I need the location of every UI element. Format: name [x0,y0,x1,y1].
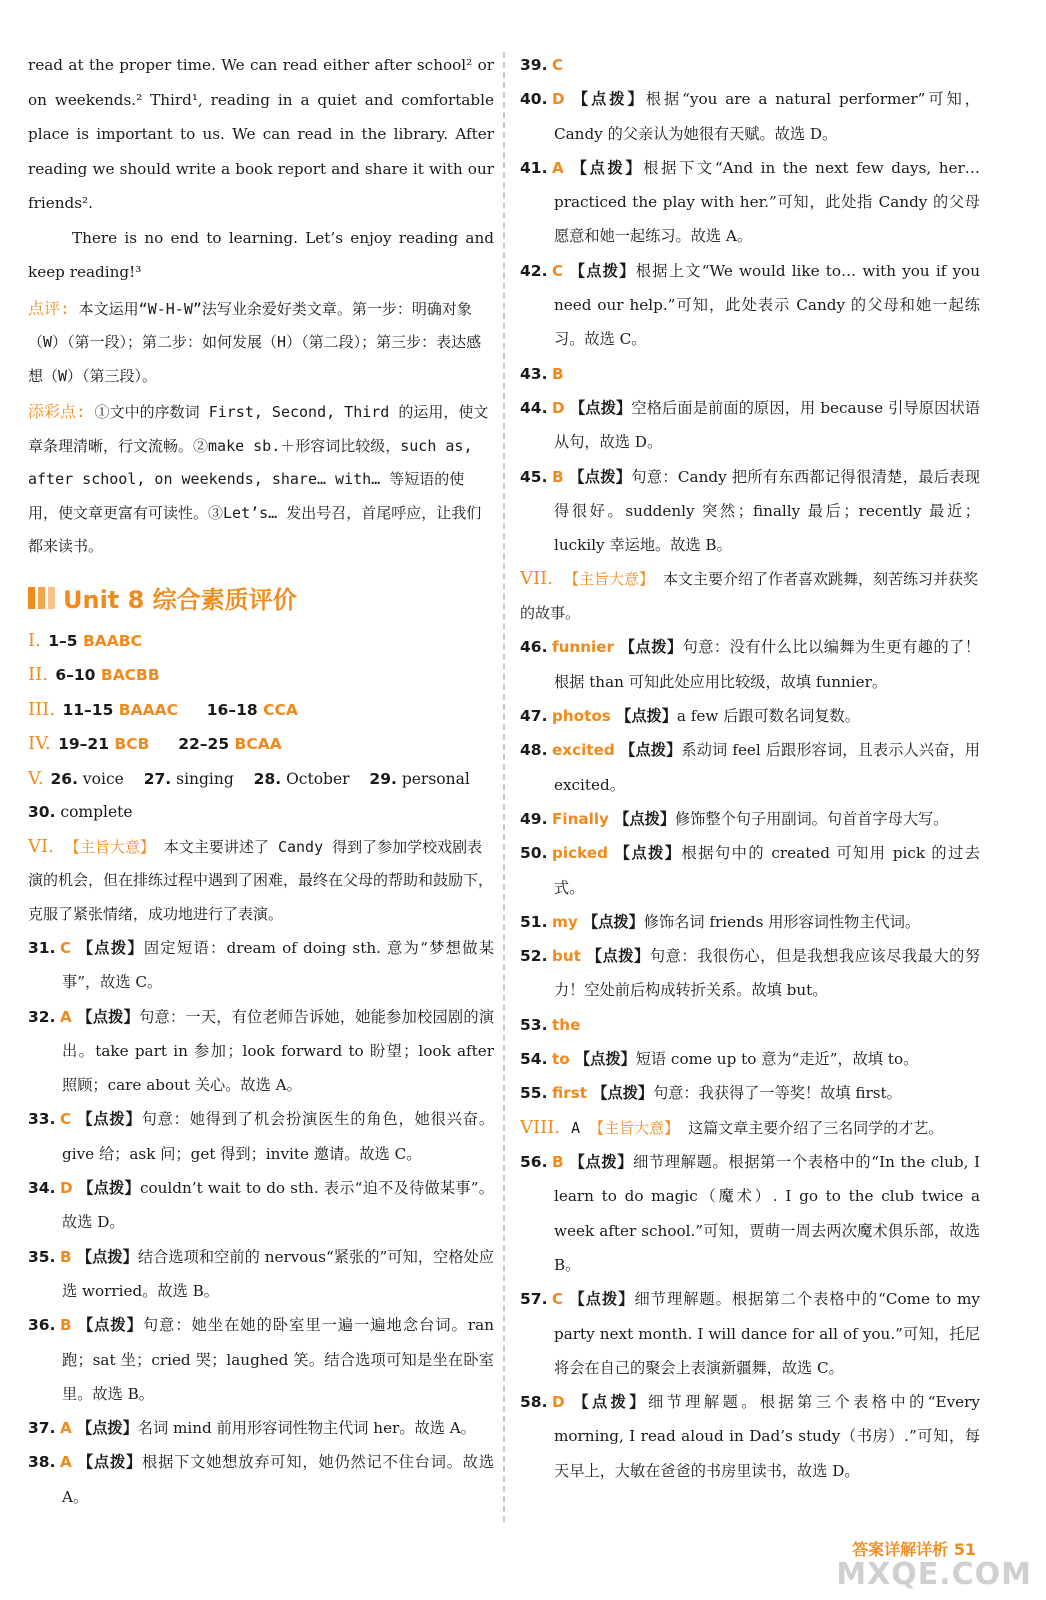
comment-block [28,292,494,394]
item-answer: C [60,1110,78,1129]
section-1 [28,624,494,659]
item-number: 32. [28,1007,56,1026]
answer-item [520,802,980,836]
section-5 [28,762,494,797]
item-number: 47. [520,707,548,726]
item-number: 56. [520,1153,548,1172]
item-explanation: 句意：她坐在她的卧室里一遍一遍地念台词。ran 跑；sat 坐；cried 哭；laughed 笑。结合选项可知是坐在卧室里。故选 B。 [62,1316,494,1403]
item-explanation: 根据上文“We would like to… with you if you need our help.”可知，此处表示 Candy 的父母和她一起练习。故选 C。 [554,261,980,349]
answer-item [28,1411,494,1445]
answer-item [520,151,980,254]
item-answer: D [552,90,573,109]
answer-item [520,836,980,905]
answer: complete [60,803,133,821]
summary-tag: 【主旨大意】 [563,570,654,589]
answer-item [28,1308,494,1411]
item-number: 54. [520,1050,548,1069]
num: 27. [143,769,172,788]
answer-item [520,1282,980,1385]
section-6-summary [28,830,494,932]
answer-item [28,1240,494,1309]
answer-item [520,1008,980,1042]
answer-item [28,1102,494,1171]
item-answer: my [552,912,584,931]
answer-item [520,82,980,151]
answer-item [520,460,980,563]
item-explanation: 句意：Candy 把所有东西都记得很清楚，最后表现得很好。suddenly 突然；finally 最后；recently 最近；luckily 幸运地。故选 B。 [554,467,980,555]
highlight-label: 添彩点: [28,402,86,421]
item-tag: 【点拨】 [592,1084,654,1103]
item-explanation: 名词 mind 前用形容词性物主代词 her。故选 A。 [137,1419,476,1438]
item-answer: D [552,1393,574,1412]
footer-label: 答案详解详析 [852,1540,949,1559]
item-explanation: a few 后跟可数名词复数。 [676,707,860,726]
answer: October [286,769,350,788]
item-tag: 【点拨】 [614,844,682,863]
item-tag: 【点拨】 [616,707,677,726]
item-answer: D [60,1179,79,1198]
section-5-cont [28,796,494,830]
answer-2: CCA [263,700,298,719]
item-number: 31. [28,939,56,957]
item-explanation: 细节理解题。根据第一个表格中的“In the club, I learn to do magic（魔术）. I go to the club twice a week after school.”可知，贾萌一周去两次魔术俱乐部，故选 B。 [554,1153,980,1274]
answer: personal [401,769,470,788]
item-number: 55. [520,1084,548,1103]
item-explanation: 句意：她得到了机会扮演医生的角色，她很兴奋。give 给；ask 问；get 得到；invite 邀请。故选 C。 [62,1110,495,1163]
section-3 [28,693,494,728]
item-explanation: couldn’t wait to do sth. 表示“迫不及待做某事”。故选 D。 [62,1179,494,1232]
item-tag: 【点拨】 [78,1179,140,1198]
answer: BCB [114,735,150,753]
page-number: 51 [953,1540,976,1559]
roman-numeral: III. [28,698,56,720]
comment-text: 本文运用“W-H-W”法写业余爱好类文章。第一步：明确对象（W）（第一段）；第二步：如何发展（H）（第二段）；第三步：表达感想（W）（第三段）。 [28,299,482,385]
item-number: 49. [520,809,548,828]
section-8-summary [520,1111,980,1146]
item-explanation: 根据“you are a natural performer”可知，Candy 的父亲认为她很有天赋。故选 D。 [554,90,980,143]
item-explanation: 句意：我很伤心，但是我想我应该尽我最大的努力！空处前后构成转折关系。故填 but。 [554,947,981,1000]
summary-text: 这篇文章主要介绍了三名同学的才艺。 [688,1118,944,1137]
item-answer: picked [552,844,615,863]
item-tag: 【点拨】 [620,741,682,760]
item-explanation: 句意：没有什么比以编舞为生更有趣的了！根据 than 可知此处应用比较级，故填 funnier。 [554,638,981,691]
item-answer: D [552,398,571,417]
item-answer: A [60,1007,78,1026]
range: 11–15 [62,700,114,719]
item-tag: 【点拨】 [586,947,650,966]
num: 26. [50,769,78,788]
item-tag: 【点拨】 [570,398,632,417]
item-number: 52. [520,947,548,966]
item-number: 34. [28,1179,56,1198]
section-7-summary [520,562,980,630]
item-answer: B [552,1153,570,1172]
roman-numeral: I. [28,629,41,651]
item-number: 35. [28,1247,56,1266]
unit-bars-icon [28,587,55,609]
item-tag: 【点拨】 [77,1453,143,1472]
answer-item [520,733,980,802]
item-explanation: 细节理解题。根据第二个表格中的“Come to my party next month. I will dance for all of you.”可知，托尼将会在自己的聚会上表演新疆舞，故选 C。 [554,1290,981,1377]
item-number: 53. [520,1015,548,1034]
item-number: 41. [520,158,548,177]
answer: singing [176,769,234,788]
answer-item [520,1145,980,1282]
answer: voice [82,769,124,788]
item-number: 45. [520,467,548,486]
item-tag: 【点拨】 [77,1419,138,1438]
unit-header [28,578,494,618]
item-number: 46. [520,638,548,657]
item-number: 51. [520,912,548,931]
range: 1–5 [48,631,78,650]
answer-list-right-a [520,48,980,562]
item-answer: B [552,364,564,383]
item-number: 44. [520,398,548,417]
item-tag: 【点拨】 [76,1247,138,1266]
item-explanation: 句意：我获得了一等奖！故填 first。 [653,1084,902,1103]
answer-item [520,48,980,82]
item-number: 33. [28,1110,56,1129]
item-answer: B [60,1316,78,1335]
answer-item [520,391,980,460]
item-tag: 【点拨】 [574,1050,636,1069]
num: 28. [253,769,282,788]
item-explanation: 修饰整个句子用副词。句首首字母大写。 [675,809,949,828]
item-explanation: 句意：一天，有位老师告诉她，她能参加校园剧的演出。take part in 参加；look forward to 盼望；look after 照顾；care about 关心。故选 A。 [62,1007,495,1095]
answer-item [520,254,980,357]
item-answer: C [60,939,78,957]
item-number: 50. [520,844,548,863]
roman-numeral: II. [28,664,48,685]
left-column [28,48,494,1514]
summary-text: 本文主要介绍了作者喜欢跳舞，刻苦练习并获奖的故事。 [520,570,979,622]
section-2 [28,658,494,693]
item-tag: 【点拨】 [619,638,683,657]
section-4 [28,727,494,762]
item-explanation: 空格后面是前面的原因，用 because 引导原因状语从句，故选 D。 [554,398,980,452]
range-2: 16–18 [206,700,258,719]
answer-2: BCAA [234,735,282,753]
summary-tag: 【主旨大意】 [64,837,155,856]
item-number: 57. [520,1290,548,1309]
item-answer: C [552,261,570,280]
range: 19–21 [58,735,109,753]
answer-item [28,1171,494,1240]
answer-item [520,1385,980,1488]
answer-item [28,1445,494,1514]
highlight-block [28,395,494,564]
item-number: 37. [28,1419,56,1438]
item-answer: photos [552,707,617,726]
item-number: 38. [28,1453,56,1472]
roman-numeral: VIII. [520,1116,561,1138]
item-tag: 【点拨】 [77,1007,140,1026]
roman-numeral: V. [28,767,44,789]
item-tag: 【点拨】 [571,158,644,177]
answer-item [520,699,980,733]
item-explanation: 根据下文“And in the next few days, her… practiced the play with her.”可知，此处指 Candy 的父母愿意和她一起练习。故选 A。 [554,158,980,246]
item-answer: but [552,947,587,966]
item-tag: 【点拨】 [77,1316,143,1335]
item-number: 36. [28,1316,56,1335]
item-answer: excited [552,741,621,760]
item-tag: 【点拨】 [569,261,636,280]
roman-numeral: IV. [28,733,51,754]
answer-item [520,1076,980,1110]
item-tag: 【点拨】 [569,1290,635,1309]
item-answer: B [552,467,570,486]
answer-list-left [28,931,494,1514]
num: 30. [28,803,56,821]
item-answer: the [552,1015,581,1034]
answer-item [520,357,980,391]
item-answer: C [552,1290,570,1309]
summary-tag: 【主旨大意】 [589,1118,680,1137]
item-number: 42. [520,261,548,280]
item-answer: A [552,158,572,177]
item-answer: first [552,1084,593,1103]
summary-prefix: A [571,1118,581,1137]
answer-item [520,630,980,699]
item-number: 40. [520,90,548,109]
range-2: 22–25 [178,735,230,753]
roman-numeral: VI. [28,835,54,857]
item-tag: 【点拨】 [77,939,144,957]
item-answer: A [60,1419,78,1438]
item-explanation: 修饰名词 friends 用形容词性物主代词。 [643,912,921,931]
item-answer: A [60,1453,78,1472]
answer: BAABC [82,631,142,650]
item-explanation: 结合选项和空前的 nervous“紧张的”可知，空格处应选 worried。故选 B。 [62,1247,495,1300]
item-explanation: 短语 come up to 意为“走近”，故填 to。 [635,1050,919,1069]
answer-item [520,939,980,1008]
item-answer: B [60,1247,77,1266]
item-number: 43. [520,364,548,383]
essay-paragraph-1: read at the proper time. We can read either after school² or on weekends.² Third¹, reading in a quiet and comfortable place is important to us. We can read in the library. After reading we should write a book report and share it with our friends². [28,56,494,212]
item-answer: C [552,56,564,74]
item-explanation: 系动词 feel 后跟形容词，且表示人兴奋，用 excited。 [554,741,980,794]
item-tag: 【点拨】 [569,467,632,486]
answer-item [520,905,980,939]
unit-title: Unit 8 综合素质评价 [63,586,297,614]
answer-item [28,1000,494,1103]
item-tag: 【点拨】 [569,1153,634,1172]
item-explanation: 细节理解题。根据第三个表格中的“Every morning, I read aloud in Dad’s study（书房）.”可知，每天早上，大敏在爸爸的书房里读书，故选 D。 [554,1393,980,1480]
right-column [520,48,980,1488]
comment-label: 点评: [28,298,70,318]
item-answer: to [552,1050,575,1069]
item-tag: 【点拨】 [583,912,644,931]
item-tag: 【点拨】 [573,1393,648,1412]
item-tag: 【点拨】 [572,90,646,109]
item-tag: 【点拨】 [77,1110,142,1129]
item-explanation: 固定短语：dream of doing sth. 意为“梦想做某事”，故选 C。 [62,939,495,992]
highlight-text: ①文中的序数词 First, Second, Third 的运用，使文章条理清晰，行文流畅。②make sb.＋形容词比较级，such as, after school, on weekends, share… with… 等短语的使用，使文章更富有可读性。③Let’s… 发出号召，首尾呼应，让我们都来读书。 [28,403,489,555]
item-answer: Finally [552,809,615,828]
item-tag: 【点拨】 [614,809,675,828]
item-number: 58. [520,1393,548,1412]
answer-list-right-b [520,630,980,1110]
answer-item [520,1042,980,1076]
summary-text: 本文主要讲述了 Candy 得到了参加学校戏剧表演的机会，但在排练过程中遇到了困难，最终在父母的帮助和鼓励下，克服了紧张情绪，成功地进行了表演。 [28,837,494,923]
range: 6–10 [55,666,96,684]
answer: BACBB [100,666,160,684]
answer: BAAAC [118,700,178,719]
watermark: MXQE.COM [836,1557,1032,1592]
answer-list-right-c [520,1145,980,1488]
item-number: 48. [520,741,548,760]
item-explanation: 根据下文她想放弃可知，她仍然记不住台词。故选 A。 [62,1453,495,1506]
item-number: 39. [520,56,548,74]
item-answer: funnier [552,638,620,657]
answer-item [28,931,494,1000]
num: 29. [369,769,397,788]
column-divider [503,52,505,1522]
essay-paragraph-2: There is no end to learning. Let’s enjoy reading and keep reading!³ [28,228,494,281]
item-explanation: 根据句中的 created 可知用 pick 的过去式。 [554,844,980,897]
roman-numeral: VII. [520,568,553,590]
